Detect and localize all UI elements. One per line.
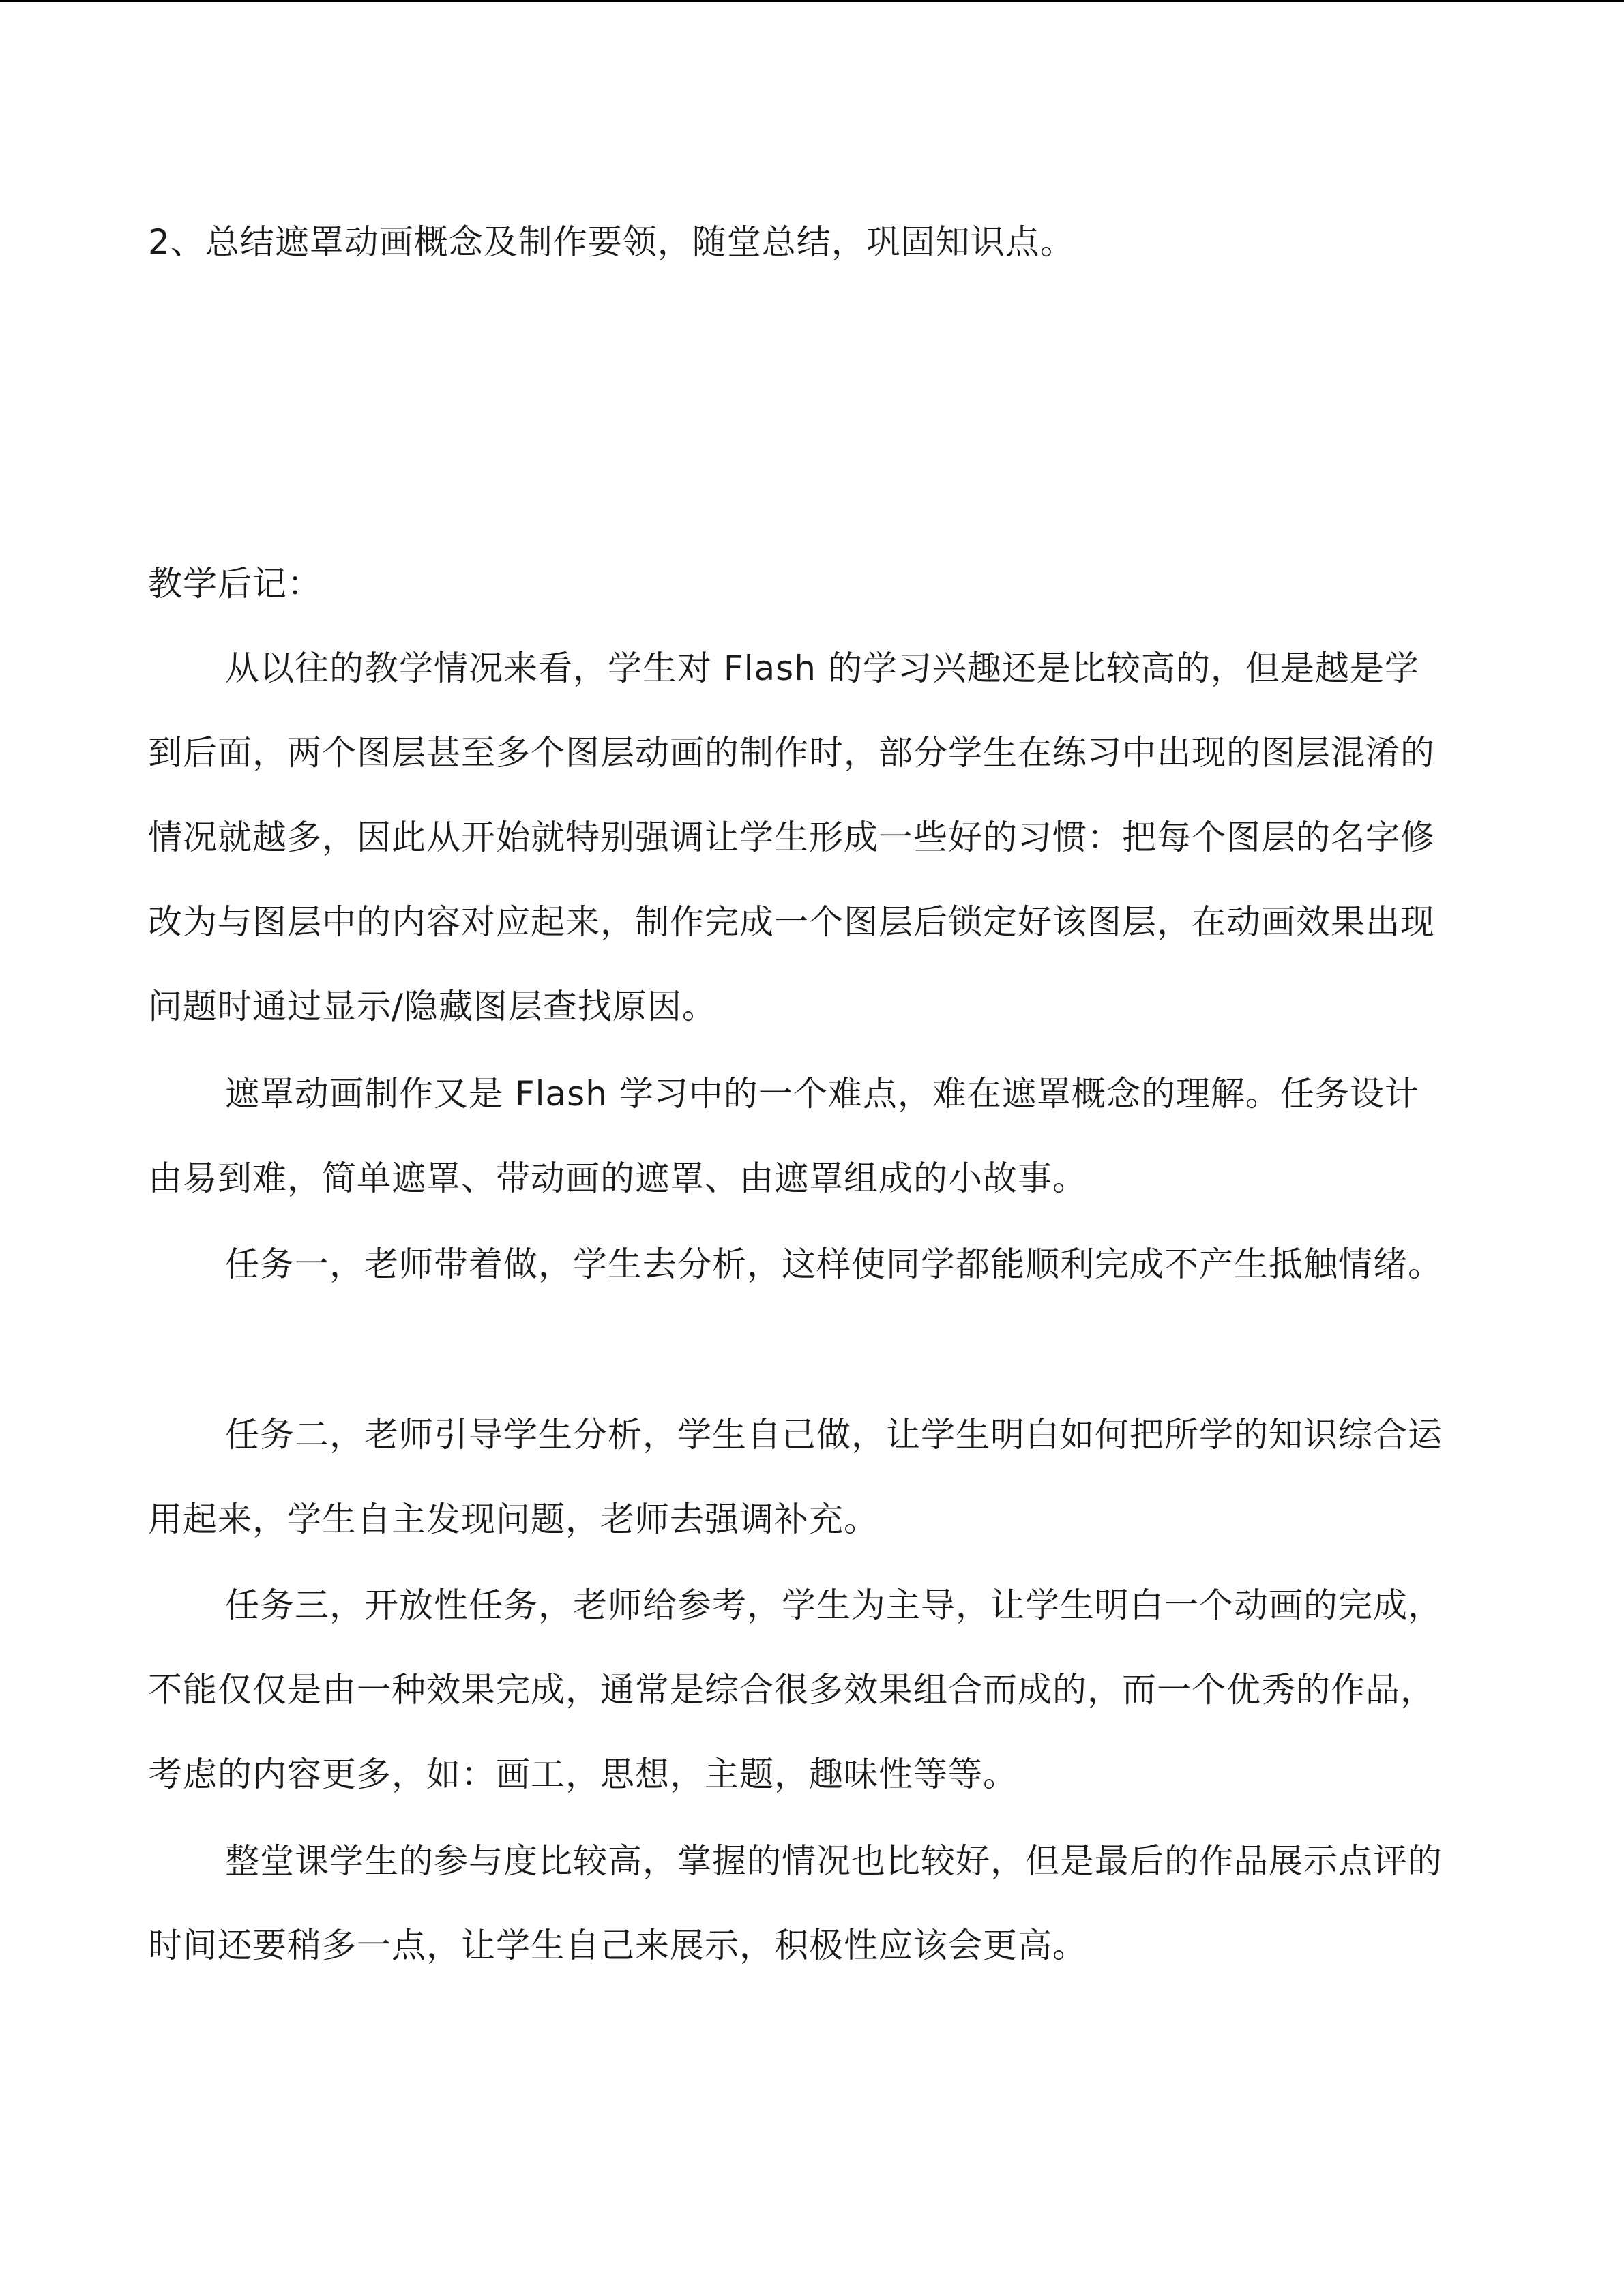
afterword-paragraph: 任务一，老师带着做，学生去分析，这样使同学都能顺利完成不产生抵触情绪。 xyxy=(225,1244,1443,1284)
summary-item: 2、总结遮罩动画概念及制作要领，随堂总结，巩固知识点。 xyxy=(148,222,1075,262)
afterword-paragraph: 整堂课学生的参与度比较高，掌握的情况也比较好，但是最后的作品展示点评的时间还要稍多一点，让学生自己来展示，积极性应该会更高。 xyxy=(148,1841,1443,1965)
afterword-paragraph: 从以往的教学情况来看，学生对 Flash 的学习兴趣还是比较高的，但是越是学到后面，两个图层甚至多个图层动画的制作时，部分学生在练习中出现的图层混淆的情况就越多，因此从开始就特别强调让学生形成一些好的习惯：把每个图层的名字修改为与图层中的内容对应起来，制作完成一个图层后锁定好该图层，在动画效果出现问题时通过显示/隐藏图层查找原因。 xyxy=(148,648,1435,1026)
afterword-heading: 教学后记： xyxy=(148,564,322,603)
afterword-paragraph: 任务三，开放性任务，老师给参考，学生为主导，让学生明白一个动画的完成，不能仅仅是由一种效果完成，通常是综合很多效果组合而成的，而一个优秀的作品，考虑的内容更多，如：画工，思想，主题，趣味性等等。 xyxy=(148,1585,1443,1794)
afterword-paragraph: 任务二，老师引导学生分析，学生自己做，让学生明白如何把所学的知识综合运用起来，学生自主发现问题，老师去强调补充。 xyxy=(148,1415,1443,1539)
afterword-paragraph: 遮罩动画制作又是 Flash 学习中的一个难点，难在遮罩概念的理解。任务设计由易到难，简单遮罩、带动画的遮罩、由遮罩组成的小故事。 xyxy=(148,1074,1419,1198)
